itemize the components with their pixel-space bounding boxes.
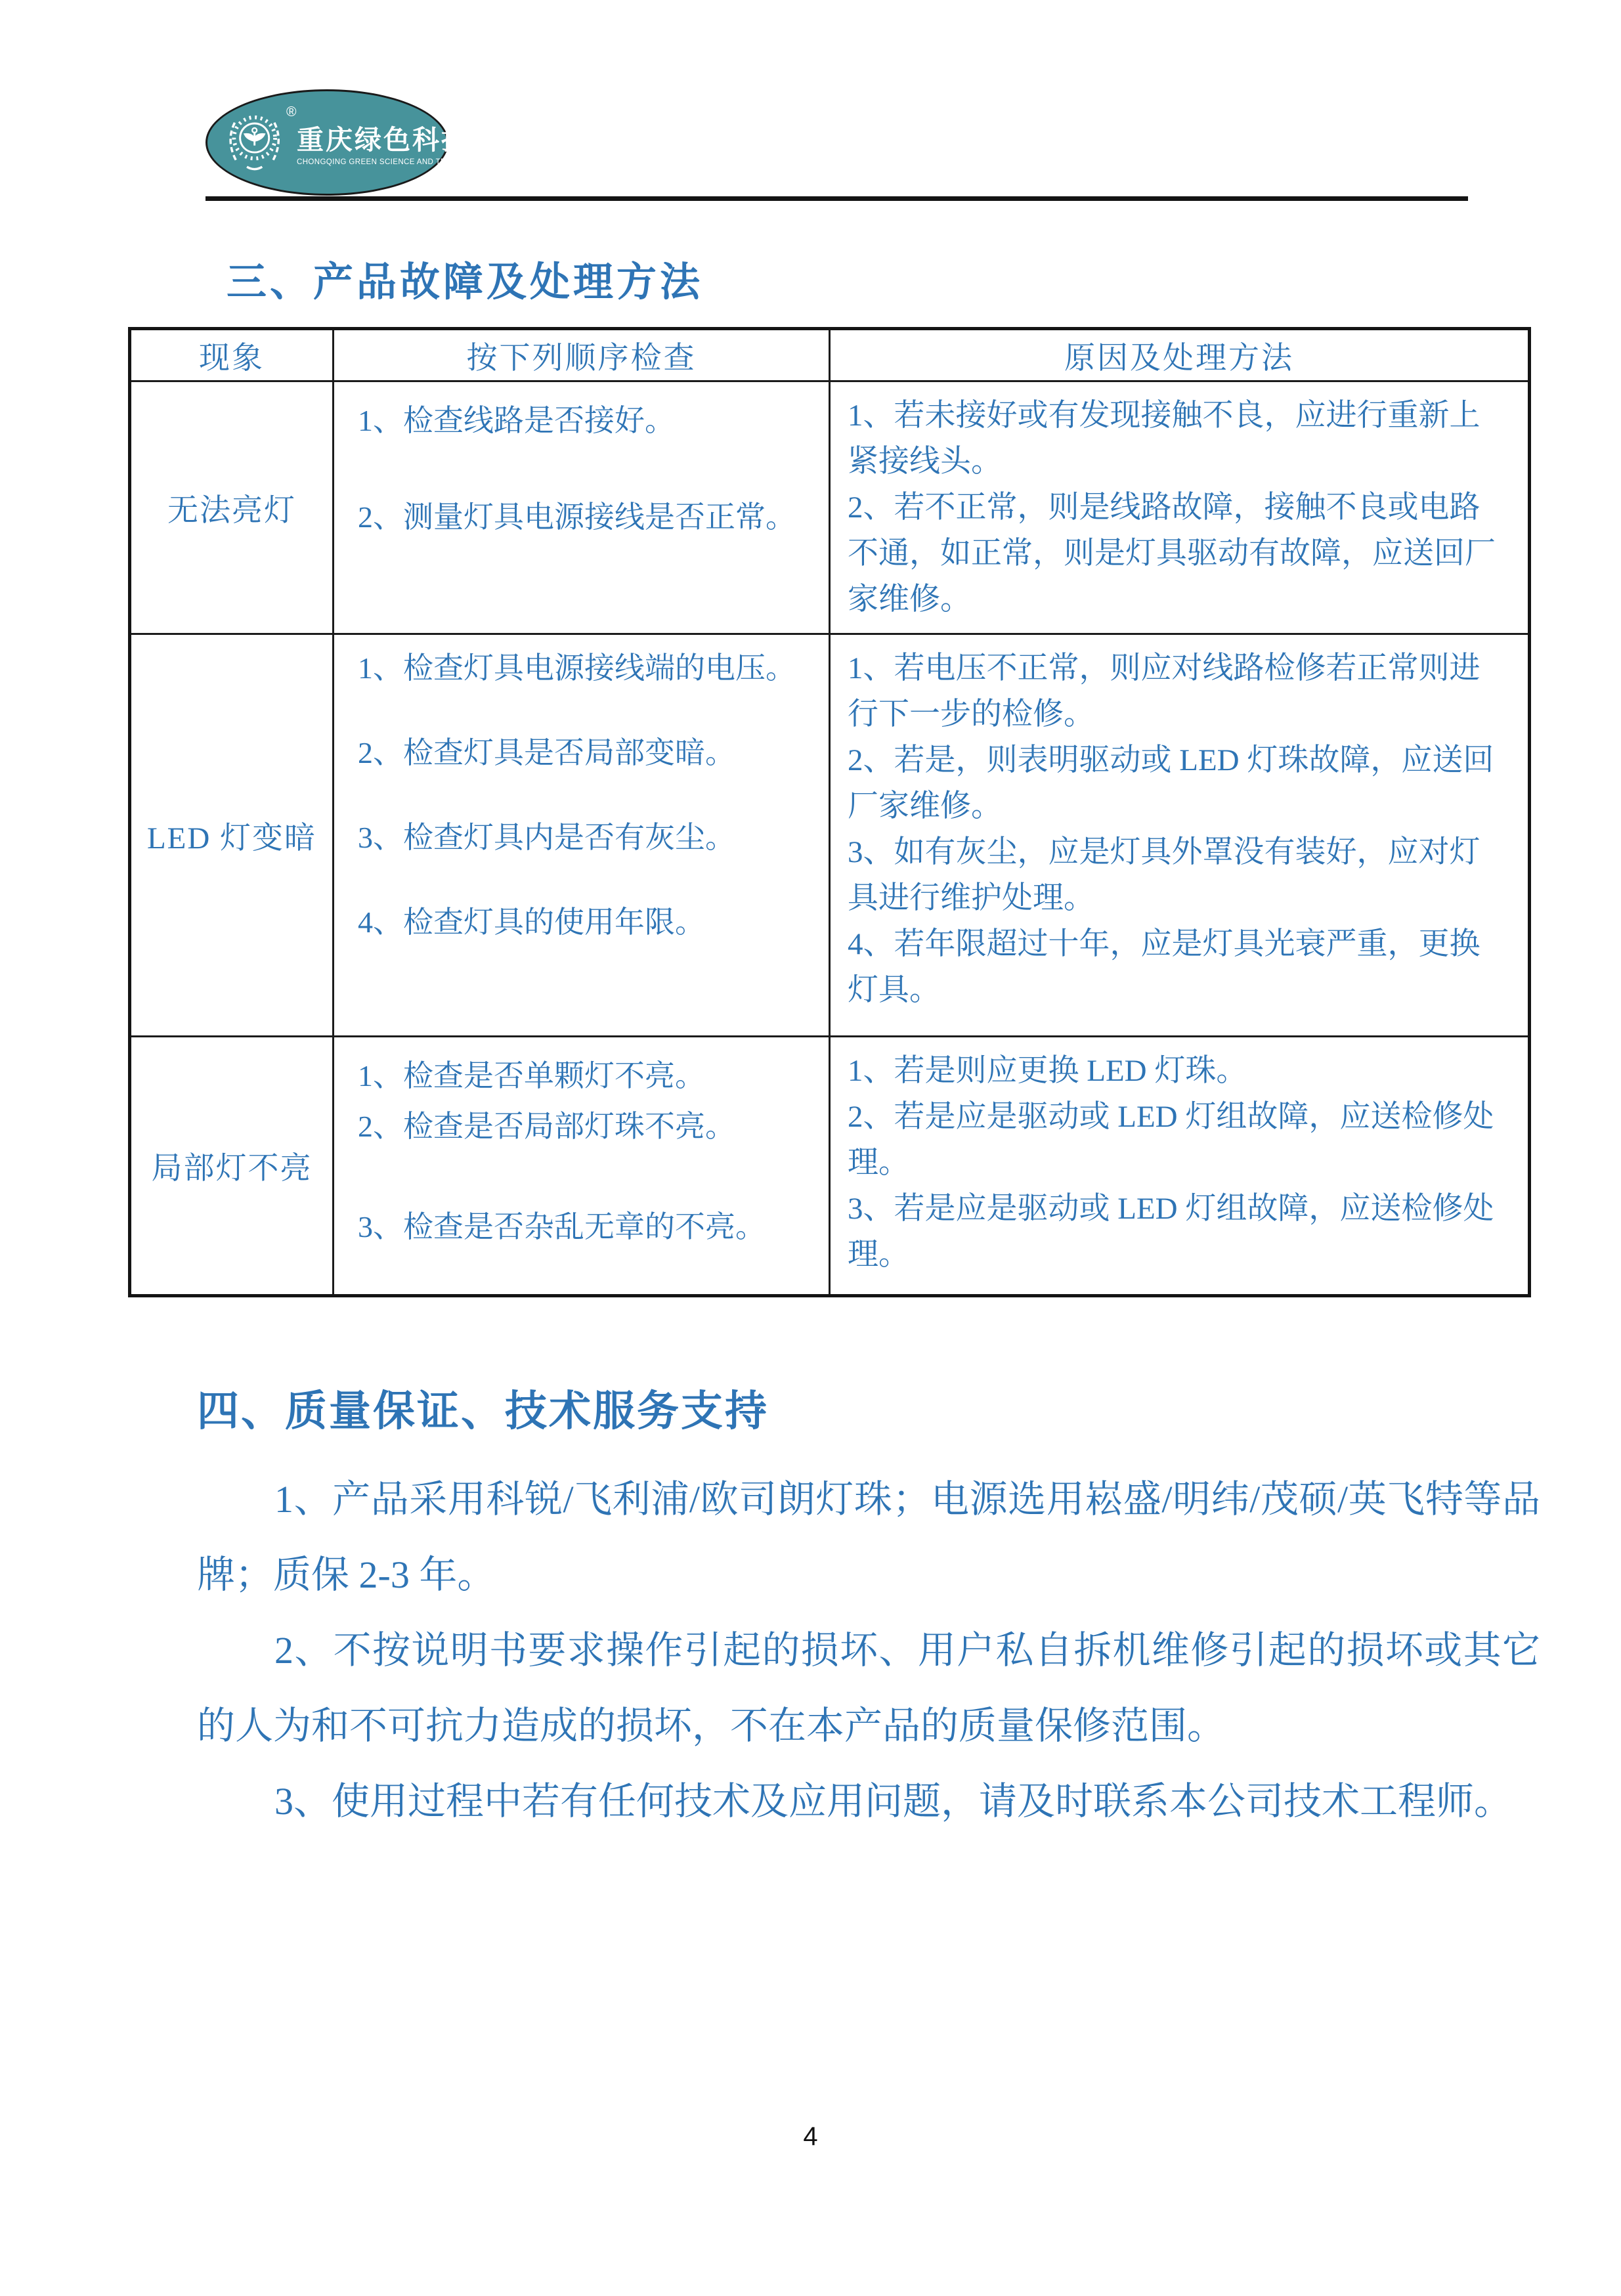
cause-item: 2、若是应是驱动或 LED 灯组故障，应送检修处理。 xyxy=(848,1100,1494,1180)
cause-item: 1、若未接好或有发现接触不良，应进行重新上紧接线头。 xyxy=(848,399,1481,479)
header-phenomenon: 现象 xyxy=(130,329,334,381)
causes-cell xyxy=(830,634,1530,1037)
check-item: 3、检查灯具内是否有灰尘。 xyxy=(358,821,735,854)
paragraph: 2、不按说明书要求操作引起的损坏、用户私自拆机维修引起的损坏或其它的人为和不可抗力造成的损坏，不在本产品的质量保修范围。 xyxy=(197,1629,1540,1747)
table-row xyxy=(130,634,1530,1037)
cause-item: 2、若不正常，则是线路故障，接触不良或电路不通，如正常，则是灯具驱动有故障，应送回厂家维修。 xyxy=(848,490,1496,617)
cause-item: 2、若是，则表明驱动或 LED 灯珠故障，应送回厂家维修。 xyxy=(848,743,1494,823)
phenomenon-cell: LED 灯变暗 xyxy=(130,634,334,1037)
cause-item: 3、如有灰尘，应是灯具外罩没有装好，应对灯具进行维护处理。 xyxy=(848,835,1481,915)
wreath-plant-icon xyxy=(218,104,297,181)
header-divider xyxy=(205,196,1468,201)
section4-title: 四、质量保证、技术服务支持 xyxy=(197,1388,769,1435)
fault-table xyxy=(128,327,1531,1297)
checks-cell xyxy=(334,1037,830,1296)
check-item: 1、检查线路是否接好。 xyxy=(358,404,675,437)
check-item: 3、检查是否杂乱无章的不亮。 xyxy=(358,1210,766,1244)
logo-company-name-cn: 重庆绿色科技 xyxy=(297,124,470,155)
check-item: 2、测量灯具电源接线是否正常。 xyxy=(358,500,796,534)
phenomenon-cell: 无法亮灯 xyxy=(130,381,334,634)
cause-item: 4、若年限超过十年，应是灯具光衰严重，更换灯具。 xyxy=(848,927,1481,1007)
check-item: 1、检查是否单颗灯不亮。 xyxy=(358,1059,705,1093)
table-row xyxy=(130,1037,1530,1296)
causes-cell xyxy=(830,381,1530,634)
header-cause-handling: 原因及处理方法 xyxy=(830,329,1530,381)
checks-cell xyxy=(334,634,830,1037)
check-item: 4、检查灯具的使用年限。 xyxy=(358,905,705,939)
check-item: 1、检查灯具电源接线端的电压。 xyxy=(358,651,796,685)
check-item: 2、检查灯具是否局部变暗。 xyxy=(358,736,735,769)
checks-cell xyxy=(334,381,830,634)
phenomenon-cell: 局部灯不亮 xyxy=(130,1037,334,1296)
section3-title: 三、产品故障及处理方法 xyxy=(227,261,704,305)
logo-company-name-en: CHONGQING GREEN SCIENCE AND TECHNOLOG xyxy=(297,158,486,166)
header-check-order: 按下列顺序检查 xyxy=(334,329,830,381)
table-row xyxy=(130,381,1530,634)
company-logo xyxy=(205,89,486,196)
paragraph: 3、使用过程中若有任何技术及应用问题，请及时联系本公司技术工程师。 xyxy=(274,1780,1513,1823)
cause-item: 1、若是则应更换 LED 灯珠。 xyxy=(848,1054,1247,1088)
cause-item: 3、若是应是驱动或 LED 灯组故障，应送检修处理。 xyxy=(848,1192,1494,1272)
cause-item: 1、若电压不正常，则应对线路检修若正常则进行下一步的检修。 xyxy=(848,651,1481,731)
page-number: 4 xyxy=(803,2122,818,2151)
table-header-row xyxy=(130,329,1530,381)
check-item: 2、检查是否局部灯珠不亮。 xyxy=(358,1110,735,1143)
section4-paragraphs xyxy=(197,1462,1540,1839)
registered-trademark-icon: ® xyxy=(286,104,297,119)
logo-text xyxy=(297,125,486,167)
causes-cell xyxy=(830,1037,1530,1296)
paragraph: 1、产品采用科锐/飞利浦/欧司朗灯珠；电源选用崧盛/明纬/茂硕/英飞特等品牌；质保 2-3 年。 xyxy=(197,1478,1540,1596)
